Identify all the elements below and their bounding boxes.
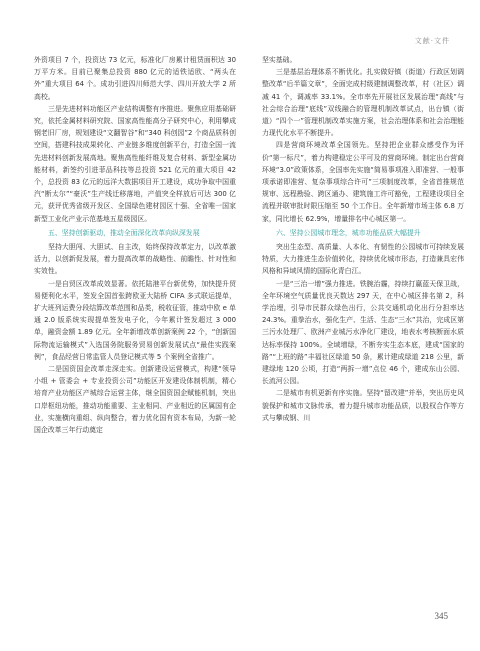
- right-column: [262, 54, 464, 424]
- paragraph: 坚实基础。: [262, 56, 297, 64]
- paragraph: 坚持大胆闯、大胆试、自主改，始终保持改革定力，以改革激活力，以创新促发展，着力提高改革的战略性、前瞻性、针对性和实效性。: [34, 243, 236, 276]
- section-heading: 五、坚持创新驱动，推动全面深化改革向纵深发展: [48, 228, 200, 237]
- section-tag: 文献·文件: [414, 37, 450, 45]
- paragraph: 一是自贸区改革成效显著。依托陆港平台新优势，加快提升贸易便利化水平，签发全国首张跨欧亚大陆桥 CIFA 多式联运提单，扩大班列运费分段结算改革范围和品类，税收征管，推动中欧 e 单通 2.0 版系统实现提单签发电子化，今年累计签发超过 3 000 单，融资金额 1.89 亿元。全年新增改革创新案例 22 个，“创新国际物流运输模式”入选国务院服务贸易创新发展试点“最佳实践案例”，食品经营日常监管人员登记模式等 5 个案例全省推广。: [34, 279, 236, 361]
- paragraph: 三是先进材料功能区产业结构调整有序推进。聚焦应用基础研究，依托金属材料研究院、国家高性能高分子研究中心，利用攀成钢老旧厂房，规划建设“文翻智谷”和“340 科创园”2 个商品质科创空间，搭建科技成果转化、产业链多维度创新平台，打造全国一流先进材料创新发展高地。聚焦高性能纤维及复合材料、新型金属功能材料，新签约引进菲品科技等总投资 521 亿元的重大项目 42 个，总投资 83 亿元的远洋大数据项目开工建设，成功争取中国重汽“断太尔”“豪沃”生产线迁移落地，产值突全样放后可达 300 亿元，获评优秀省级开发区、全国绿色建材园区十强、全省唯一国家新型工业化产业示范基地五星级园区。: [34, 104, 236, 223]
- paragraph: 外资项目 7 个，投资达 73 亿元，标准化厂房累计租赁面积达 30 万平方米。目前已聚集总投资 880 亿元的适铁适欧、“两头在外”重大项目 64 个。成功引进四川师范大学、四川开放大学 2 所高校。: [34, 56, 236, 101]
- paragraph: 二是国资国企改革走深走实。创新建设运营模式，构建“领导小组 + 管委会 + 专业投资公司”功能区开发建设体制机制，精心培育产业功能区产城综合运营主体，继全国资国企赋能机制，突出口岸枢纽功能，推动功能重要、主业相同、产业相近的区属国有企业，实施横向重组、纵向整合，着力优化国有资本布局，为新一轮国企改革三年行动奠定: [34, 365, 236, 435]
- paragraph: 三是基层治理体系不断优化。扎实做好镇（街道）行政区划调整改革“后半篇文章”，全面完成村级建制调整改革，村（社区）调减 41 个，调减率 33.1%。全市率先开展社区发展治理“高线”与社会综合治理“底线”双线融合的管理机制改革试点，出台镇（街道）“四个一”管理机制改革实施方案，社会治理体系和社会治理能力现代化水平不断提升。: [262, 68, 464, 138]
- section-heading: 六、坚持公园城市理念，城市功能品质大幅提升: [276, 228, 421, 237]
- paragraph: 突出生态型、高质量、人本化、有韧性的公园城市可持续发展特质，大力推进生态价值转化，持续优化城市形态，打造兼具宏伟风格和异域风情的国际化青白江。: [262, 243, 464, 276]
- paragraph: 二是城市有机更新有序实施。坚持“留改建”并举，突出历史风貌保护和城市文脉传承，着力提升城市功能品质，以股权合作等方式与攀成钢、川: [262, 389, 464, 422]
- left-column: [34, 54, 236, 436]
- paragraph: 四是营商环境改革全国领先。坚持把企业群众感受作为评价“第一标尺”，着力构建稳定公平可及的营商环境。制定出台营商环境“3.0”政策体系，全国率先实施“简易事项准入即准营、一般事项承诺即准营、复杂事项综合许可”三项制度改革，全省首推规范规审、远程勘验、跨区通办、建筑施工许可豁免，工程建设项目全流程并联审批时限压缩至 50 个工作日。全年新增市场主体 6.8 万家，同比增长 62.9%，增量排名中心城区第一。: [262, 141, 464, 223]
- paragraph: 一是“三治一增”强力推进。铁腕治霾，持续打赢蓝天保卫战，全年环境空气质量优良天数达 297 天，在中心城区排名第 2，科学治埋，引导市民群众绿色出行，公共交通机动化出行分担率达 24.3%。重拳治水，强化生产、生活、生态“三水”共治，完成区第三污水处理厂、欧洲产业城污水净化厂建设，地表水考核断面水质达标率保持 100%。全域增绿，不断夯实生态本底，建成“国家的路”“上班的路”丰福社区绿道 50 条，累计建成绿道 218 公里，新建绿地 120 公顷，打造“两拆一增”点位 46 个，建成东山公园、长流河公园。: [262, 279, 464, 386]
- page-number: 345: [434, 611, 448, 621]
